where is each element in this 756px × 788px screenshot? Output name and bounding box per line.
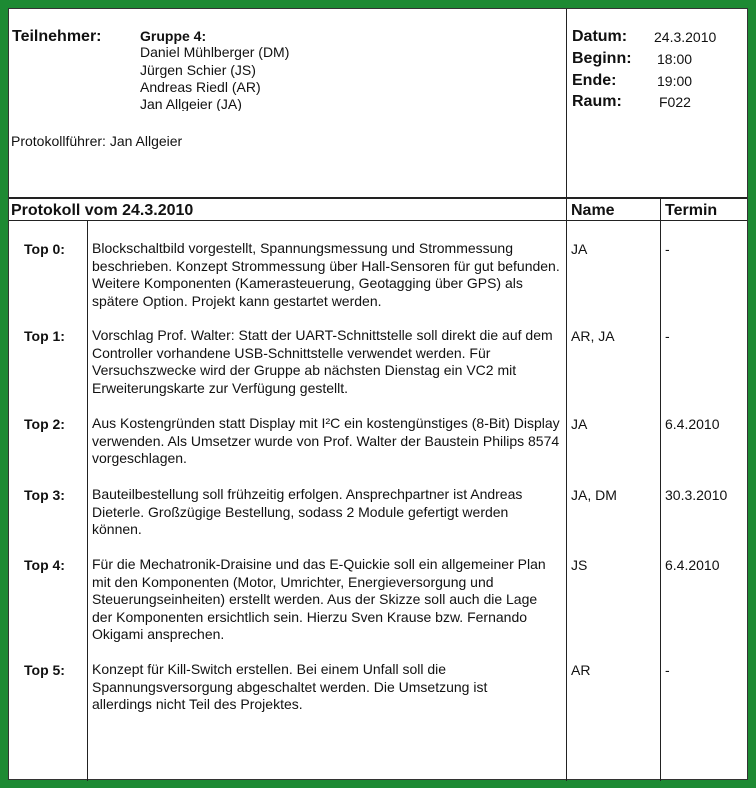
divider-header [9,197,747,199]
top-label: Top 4: [24,557,65,573]
protocol-sheet [8,8,748,780]
protokollfuehrer: Protokollführer: Jan Allgeier [11,133,183,149]
datum-value: 24.3.2010 [654,29,717,45]
ende-value: 19:00 [657,73,693,89]
top-label: Top 2: [24,416,65,432]
raum-value: F022 [659,94,691,110]
divider-text-col [87,221,88,781]
participant-1: Daniel Mühlberger (DM) [140,44,290,60]
beginn-value: 18:00 [657,51,693,67]
row-text: Konzept für Kill-Switch erstellen. Bei einem Unfall soll die Spannungsversorgung abgeschaltet werden. Die Umsetzung ist allerdings nicht Teil des Projektes. [92,661,488,712]
beginn-label: Beginn: [572,50,632,67]
divider-name-col [566,9,567,781]
participant-2: Jürgen Schier (JS) [140,62,256,78]
row-termin: - [665,328,670,344]
row-termin: 6.4.2010 [665,416,720,432]
row-text: Bauteilbestellung soll frühzeitig erfolgen. Ansprechpartner ist Andreas Dieterle. Großzügige Bestellung, sodass 2 Module gefertigt werden können. [92,486,523,537]
row-termin: 6.4.2010 [665,557,720,573]
participant-4: Jan Allgeier (JA) [140,96,242,111]
row-termin: 30.3.2010 [665,487,728,503]
table-title: Protokoll vom 24.3.2010 [11,202,194,219]
row-name: JA [571,416,588,432]
top-label: Top 5: [24,662,65,678]
row-name: JS [571,557,588,573]
row-text: Aus Kostengründen statt Display mit I²C ein kostengünstiges (8-Bit) Display verwenden. Als Umsetzer wurde von Prof. Walter der Baustein Philips 8574 vorgeschlagen. [92,415,560,466]
divider-termin-col [660,221,661,781]
row-text: Für die Mechatronik-Draisine und das E-Quickie soll ein allgemeiner Plan mit den Komponenten (Motor, Umrichter, Energieversorgung und Steuerungseinheiten) erstellt werden. Aus der Skizze soll auch die Lage der Komponenten ersichtlich sein. Hierzu Sven Krause bzw. Fernando Okigami ansprechen. [92,556,546,642]
top-label: Top 3: [24,487,65,503]
row-text: Blockschaltbild vorgestellt, Spannungsmessung und Strommessung beschrieben. Konzept Strommessung über Hall-Sensoren für gut befunden. Weitere Komponenten (Kamerasteuerung, Geotagging über GPS) als spätere Option. Projekt kann gestartet werden. [92,240,560,309]
ende-label: Ende: [572,72,617,89]
datum-label: Datum: [572,28,628,45]
raum-label: Raum: [572,93,622,110]
top-label: Top 1: [24,328,65,344]
row-name: AR, JA [571,328,615,344]
participant-3: Andreas Riedl (AR) [140,79,261,95]
row-termin: - [665,241,670,257]
divider-column-headers [9,220,747,221]
divider-termin-header [660,197,661,221]
row-termin: - [665,662,670,678]
row-text: Vorschlag Prof. Walter: Statt der UART-Schnittstelle soll direkt die auf dem Controller vorhandene USB-Schnittstelle verwendet werden. Für Versuchszwecke wird der Gruppe ab nächsten Dienstag ein VC2 mit Erweiterungskarte zur Verfügung gestellt. [92,327,553,396]
row-name: JA, DM [571,487,617,503]
gruppe-label: Gruppe 4: [140,28,207,44]
column-header-termin: Termin [665,202,718,219]
row-name: JA [571,241,588,257]
top-label: Top 0: [24,241,65,257]
row-name: AR [571,662,591,678]
column-header-name: Name [571,202,615,219]
teilnehmer-label: Teilnehmer: [12,28,102,45]
